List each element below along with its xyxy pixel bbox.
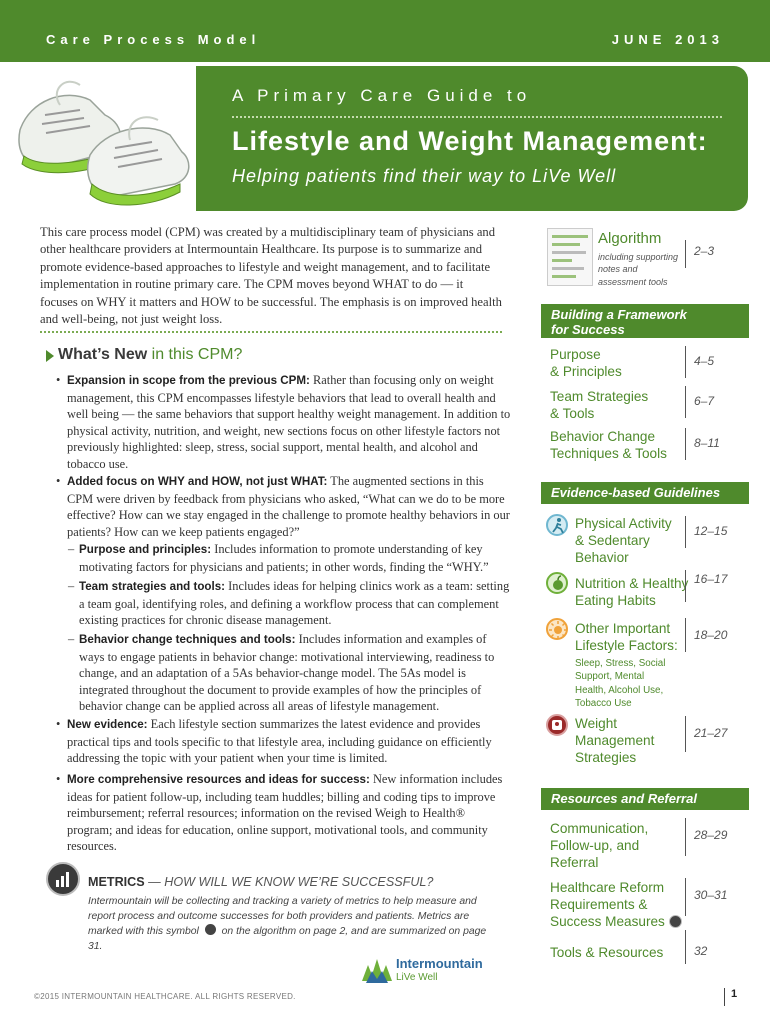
running-shoes-illustration: [10, 60, 200, 220]
copyright: ©2015 INTERMOUNTAIN HEALTHCARE. ALL RIGHTS RESERVED.: [34, 992, 296, 1001]
toc-communication[interactable]: Communication, Follow-up, and Referral: [550, 821, 649, 870]
toc-healthcare-reform[interactable]: Healthcare Reform Requirements & Success Measures: [550, 879, 682, 930]
title-divider: [232, 116, 722, 118]
page-tagline: Helping patients find their way to LiVe Well: [232, 166, 617, 186]
page-title: Lifestyle and Weight Management:: [232, 126, 708, 156]
toc-nutrition[interactable]: Nutrition & Healthy Eating Habits: [575, 576, 689, 608]
document-date: JUNE 2013: [611, 32, 724, 47]
toc-algorithm-sub: including supporting notes and assessment tools: [598, 252, 679, 287]
weight-scale-icon: [546, 714, 568, 736]
toc-healthcare-reform-pages: 30–31: [685, 878, 727, 916]
toc-other-lifestyle-factors[interactable]: Other Important Lifestyle Factors:: [575, 621, 678, 653]
logo-mark-icon: [360, 955, 394, 985]
section-divider: [40, 331, 502, 333]
nutrition-icon: [546, 572, 568, 594]
metrics-symbol-icon: [205, 924, 216, 935]
triangle-bullet-icon: [46, 350, 54, 362]
toc-weight-management[interactable]: Weight Management Strategies: [575, 716, 655, 765]
toc-communication-pages: 28–29: [685, 818, 727, 856]
toc-tools-pages: 32: [685, 930, 707, 964]
toc-behavior-change[interactable]: Behavior Change Techniques & Tools: [550, 429, 667, 461]
page-number: 1: [724, 988, 737, 1006]
whats-new-heading: What’s New in this CPM?: [58, 346, 243, 363]
metrics-heading: METRICS — HOW WILL WE KNOW WE’RE SUCCESSFUL?: [88, 875, 434, 889]
section-band-resources: Resources and Referral: [541, 788, 749, 810]
algorithm-thumbnail: [547, 228, 593, 286]
toc-algorithm[interactable]: Algorithm: [598, 230, 662, 247]
section-band-evidence: Evidence-based Guidelines: [541, 482, 749, 504]
title-banner: [196, 66, 748, 211]
toc-team-pages: 6–7: [685, 386, 714, 418]
intro-paragraph: This care process model (CPM) was created by a multidisciplinary team of physicians and other healthcare providers at Intermountain Healthcare. Its purpose is to summarize and promote evidence-based approaches to lifestyle and weight management, and to facilitate implementation in routine primary care. The CPM moves beyond WHAT to do — it focuses on WHY it matters and HOW to be successful. The emphasis is on improved health and well-being, not just weight loss.: [40, 225, 502, 327]
toc-nutrition-pages: 16–17: [685, 570, 727, 602]
bullet-comprehensive-resources: • More comprehensive resources and ideas for success: New information includes ideas for patient follow-up, including team huddles; billing and coding tips to improve reimbursement; referral resources; information on the revised Weigh to Health® program; and ideas for education, online support, motivational tools, and community resources.: [56, 772, 503, 854]
toc-other-lifestyle-sub: Sleep, Stress, Social Support, Mental Health, Alcohol Use, Tobacco Use: [575, 658, 666, 710]
subbullet-team-strategies: – Team strategies and tools: Includes ideas for helping clinics work as a team: setting a team goal, identifying roles, and defining a workflow process that can complement existing practices for chronic disease management.: [68, 579, 510, 628]
toc-physical-activity-pages: 12–15: [685, 516, 727, 548]
subbullet-purpose: – Purpose and principles: Includes information to promote understanding of key motivating factors for physicians and patients; in other words, finding the “WHY.”: [68, 542, 489, 574]
toc-purpose-principles[interactable]: Purpose & Principles: [550, 347, 622, 379]
toc-behavior-pages: 8–11: [685, 428, 720, 460]
toc-other-lifestyle-pages: 18–20: [685, 618, 727, 652]
bullet-expansion-scope: • Expansion in scope from the previous CPM: Rather than focusing only on weight management, this CPM encompasses lifestyle behaviors that lead to overall health and well being — the same behaviors that support healthy weight management. In addition to physical activity, nutrition, and weight, new sections focus on other lifestyle factors not previously highlighted: sleep, stress, social support, mental health, and alcohol and tobacco use.: [56, 373, 511, 471]
bullet-why-and-how: • Added focus on WHY and HOW, not just WHAT: The augmented sections in this CPM were driven by feedback from physicians who asked, “What can we do to be more effective? How can we stay engaged in the challenge to promote healthy behaviors in our patients? How can we keep patients engaged?”: [56, 474, 510, 539]
bullet-new-evidence: • New evidence: Each lifestyle section summarizes the latest evidence and provides practical tips and tools specific to that lifestyle area, including guidance on efficiently addressing the topic with your patient when your time is limited.: [56, 717, 492, 766]
top-bar: [0, 0, 770, 62]
physical-activity-icon: [546, 514, 568, 536]
lifestyle-factors-sun-icon: [546, 618, 568, 640]
toc-tools-resources[interactable]: Tools & Resources: [550, 945, 664, 960]
subbullet-behavior-change: – Behavior change techniques and tools: Includes information and examples of ways to engage patients in behavior change: motivational interviewing, readiness to change, and an adaptation of a 5As behavior-change model. The 5As model is integrated throughout the document to provide examples of how the principles of behavior change can be applied across all areas of lifestyle management.: [68, 632, 495, 714]
metrics-chart-icon: [46, 862, 80, 896]
toc-team-strategies[interactable]: Team Strategies & Tools: [550, 389, 649, 421]
toc-algorithm-pages: 2–3: [685, 240, 714, 268]
document-series: Care Process Model: [46, 32, 261, 47]
toc-physical-activity[interactable]: Physical Activity & Sedentary Behavior: [575, 516, 672, 565]
metrics-text: Intermountain will be collecting and tracking a variety of metrics to help measure and report process and outcome successes for both providers and patients. Metrics are marked with this symbol on the algorithm on page 2, and are summarized on page 31.: [88, 896, 487, 952]
success-measures-metrics-icon: [669, 915, 682, 928]
toc-weight-pages: 21–27: [685, 716, 727, 752]
section-band-framework: Building a Framework for Success: [541, 304, 749, 338]
intermountain-logo: Intermountain LiVe Well: [360, 955, 394, 990]
toc-purpose-pages: 4–5: [685, 346, 714, 378]
title-prefix: A Primary Care Guide to: [232, 86, 532, 105]
